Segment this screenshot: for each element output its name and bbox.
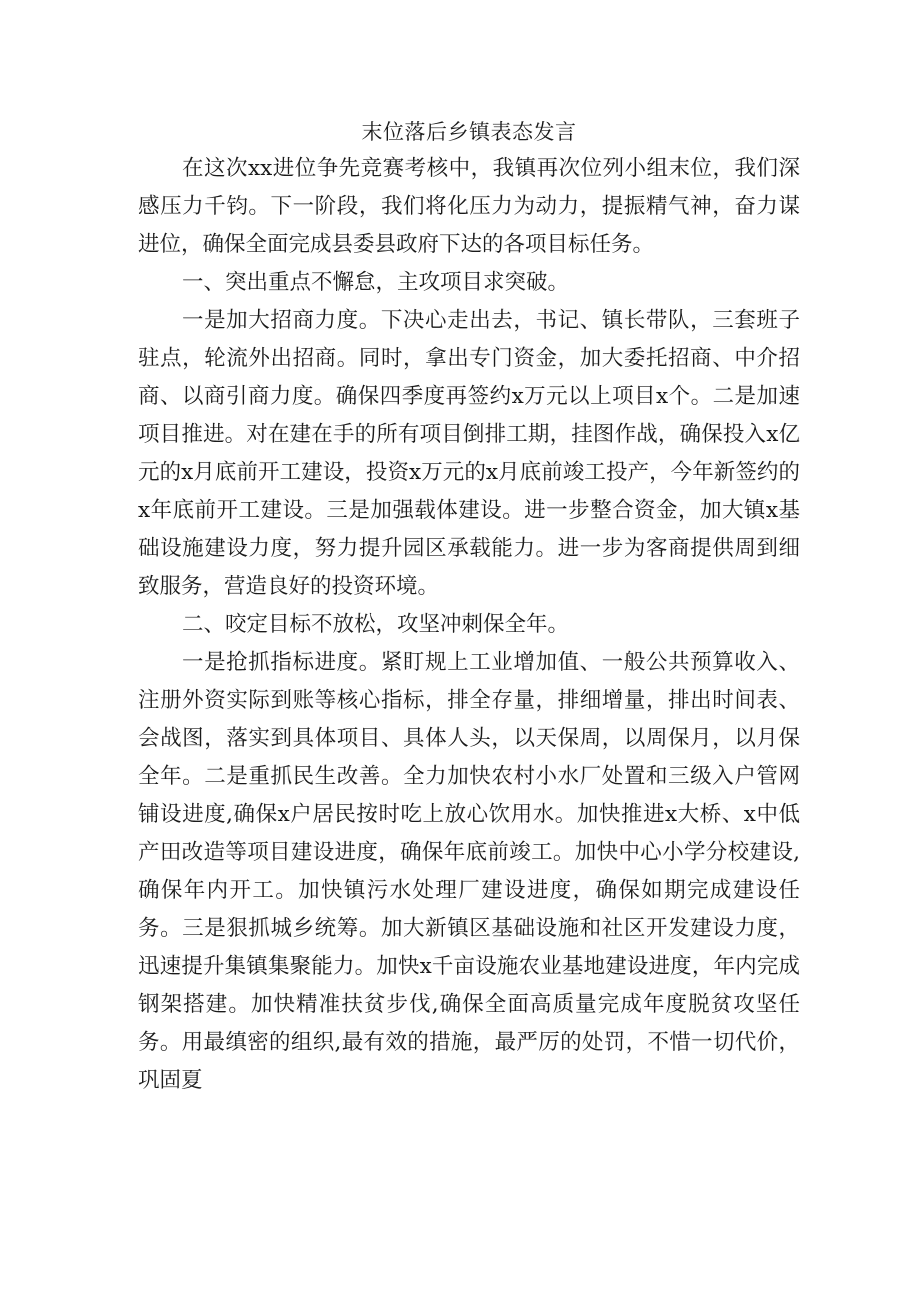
section-heading-2: 二、咬定目标不放松，攻坚冲刺保全年。 bbox=[182, 612, 570, 637]
paragraph-section-1: 一是加大招商力度。下决心走出去，书记、镇长带队，三套班子驻点，轮流外出招商。同时，拿出专门资金，加大委托招商、中介招商、以商引商力度。确保四季度再签约x万元以上项目x个。二是加速项目推进。对在建在手的所有项目倒排工期，挂图作战，确保投入x亿元的x月底前开工建设，投资x万元的x月底前竣工投产，今年新签约的x年底前开工建设。三是加强载体建设。进一步整合资金，加大镇x基础设施建设力度，努力提升园区承载能力。进一步为客商提供周到细致服务，营造良好的投资环境。 bbox=[138, 308, 800, 599]
section-heading-1: 一、突出重点不懈怠，主攻项目求突破。 bbox=[182, 270, 570, 295]
document-body bbox=[138, 114, 800, 1100]
paragraph-intro: 在这次xx进位争先竞赛考核中，我镇再次位列小组末位，我们深感压力千钧。下一阶段，我们将化压力为动力，提振精气神，奋力谋进位，确保全面完成县委县政府下达的各项目标任务。 bbox=[138, 156, 800, 257]
paragraph-section-2: 一是抢抓指标进度。紧盯规上工业增加值、一般公共预算收入、注册外资实际到账等核心指标，排全存量，排细增量，排出时间表、会战图，落实到具体项目、具体人头，以天保周，以周保月，以月保全年。二是重抓民生改善。全力加快农村小水厂处置和三级入户管网铺设进度,确保x户居民按时吃上放心饮用水。加快推进x大桥、x中低产田改造等项目建设进度，确保年底前竣工。加快中心小学分校建设,确保年内开工。加快镇污水处理厂建设进度，确保如期完成建设任务。三是狠抓城乡统筹。加大新镇区基础设施和社区开发建设力度，迅速提升集镇集聚能力。加快x千亩设施农业基地建设进度，年内完成钢架搭建。加快精准扶贫步伐,确保全面高质量完成年度脱贫攻坚任务。用最缜密的组织,最有效的措施，最严厉的处罚，不惜一切代价，巩固夏 bbox=[138, 650, 800, 1093]
document-title: 末位落后乡镇表态发言 bbox=[361, 120, 577, 144]
